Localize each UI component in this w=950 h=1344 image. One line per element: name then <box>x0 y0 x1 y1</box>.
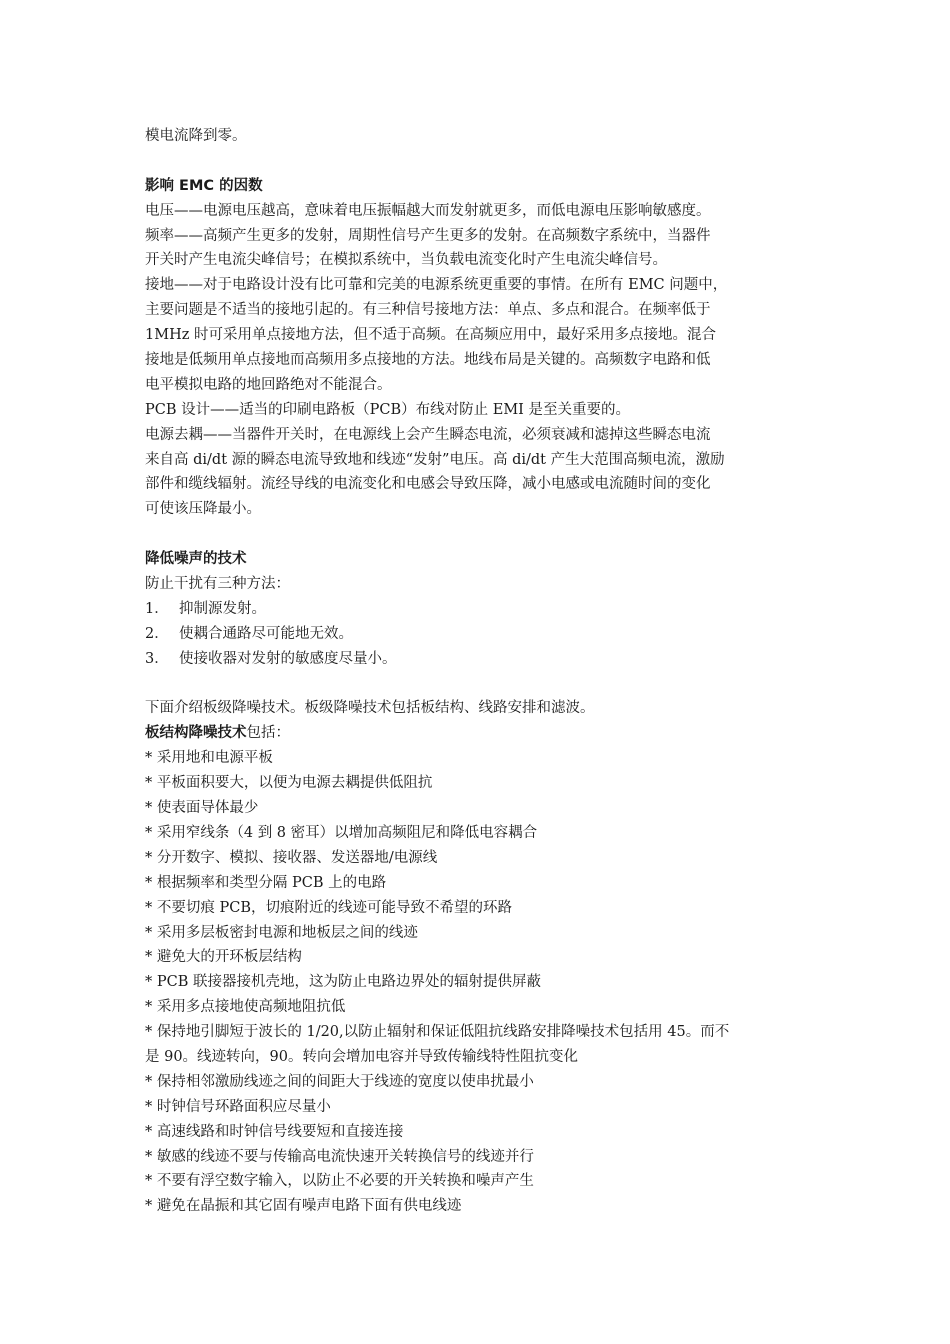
emc-paragraph-line: 可使该压降最小。 <box>145 501 261 518</box>
bullet-item: * 采用多层板密封电源和地板层之间的线迹 <box>145 924 418 941</box>
emc-paragraph-line: 频率——高频产生更多的发射，周期性信号产生更多的发射。在高频数字系统中，当器件 <box>145 227 711 244</box>
blank-line <box>145 522 813 547</box>
emc-paragraph-line: 接地是低频用单点接地而高频用多点接地的方法。地线布局是关键的。高频数字电路和低 <box>145 352 711 369</box>
emc-paragraph-line: 主要问题是不适当的接地引起的。有三种信号接地方法：单点、多点和混合。在频率低于 <box>145 302 711 319</box>
board-structure-title-rest: 包括： <box>246 725 290 742</box>
emc-paragraph-line: 电源去耦——当器件开关时，在电源线上会产生瞬态电流，必须衰减和滤掉这些瞬态电流 <box>145 426 711 443</box>
bullet-item: * 根据频率和类型分隔 PCB 上的电路 <box>145 874 387 891</box>
emc-paragraph-line: 1MHz 时可采用单点接地方法，但不适于高频。在高频应用中，最好采用多点接地。混合 <box>145 327 716 344</box>
method-list-item <box>145 597 813 622</box>
bullet-item: * 敏感的线迹不要与传输高电流快速开关转换信号的线迹并行 <box>145 1148 534 1165</box>
blank-line <box>145 672 813 697</box>
bullet-item: * 避免大的开环板层结构 <box>145 949 302 966</box>
bullet-item: * 采用多点接地使高频地阻抗低 <box>145 999 346 1016</box>
method-text: 使接收器对发射的敏感度尽量小。 <box>179 650 397 667</box>
bullet-item: * 保持地引脚短于波长的 1/20,以防止辐射和保证低阻抗线路安排降噪技术包括用 45。而不 <box>145 1024 730 1041</box>
bullet-item: * 不要有浮空数字输入，以防止不必要的开关转换和噪声产生 <box>145 1173 534 1190</box>
emc-paragraph-line: 接地——对于电路设计没有比可靠和完美的电源系统更重要的事情。在所有 EMC 问题中， <box>145 277 728 294</box>
noise-intro-line: 防止干扰有三种方法： <box>145 576 290 593</box>
bullet-item: * 分开数字、模拟、接收器、发送器地/电源线 <box>145 849 438 866</box>
emc-paragraph-line: 开关时产生电流尖峰信号；在模拟系统中，当负载电流变化时产生电流尖峰信号。 <box>145 252 667 269</box>
board-structure-title-bold: 板结构降噪技术 <box>145 725 247 742</box>
bullet-item: * 使表面导体最少 <box>145 800 259 817</box>
emc-paragraph-line: 部件和缆线辐射。流经导线的电流变化和电感会导致压降，减小电感或电流随时间的变化 <box>145 476 711 493</box>
intro-tail-line: 模电流降到零。 <box>145 128 247 144</box>
method-text: 抑制源发射。 <box>179 600 266 617</box>
method-number: 2． <box>145 625 169 642</box>
bullet-item: * 避免在晶振和其它固有噪声电路下面有供电线迹 <box>145 1198 462 1215</box>
emc-paragraph-line: 电平模拟电路的地回路绝对不能混合。 <box>145 376 392 393</box>
bullet-item: * 不要切痕 PCB，切痕附近的线迹可能导致不希望的环路 <box>145 899 512 916</box>
noise-reduction-heading: 降低噪声的技术 <box>145 551 247 568</box>
bullet-item: * 采用窄线条（4 到 8 密耳）以增加高频阻尼和降低电容耦合 <box>145 824 538 841</box>
board-intro-line: 下面介绍板级降噪技术。板级降噪技术包括板结构、线路安排和滤波。 <box>145 700 595 717</box>
bullet-item: * 保持相邻激励线迹之间的间距大于线迹的宽度以使串扰最小 <box>145 1073 534 1090</box>
method-text: 使耦合通路尽可能地无效。 <box>179 625 353 642</box>
bullet-item: * 时钟信号环路面积应尽量小 <box>145 1098 331 1115</box>
emc-paragraph-line: PCB 设计——适当的印刷电路板（PCB）布线对防止 EMI 是至关重要的。 <box>145 401 630 418</box>
bullet-item: * 平板面积要大，以便为电源去耦提供低阻抗 <box>145 775 433 792</box>
bullet-item-continuation: 是 90。线迹转向，90。转向会增加电容并导致传输线特性阻抗变化 <box>145 1048 579 1065</box>
method-list-item <box>145 622 813 647</box>
method-number: 1． <box>145 600 169 617</box>
bullet-item: * 高速线路和时钟信号线要短和直接连接 <box>145 1123 404 1140</box>
blank-line <box>145 149 813 174</box>
method-list-item <box>145 647 813 672</box>
emc-factors-heading: 影响 EMC 的因数 <box>145 177 263 194</box>
document-page <box>145 124 813 1219</box>
emc-paragraph-line: 来自高 di/dt 源的瞬态电流导致地和线迹“发射”电压。高 di/dt 产生大范围高频电流，激励 <box>145 451 725 468</box>
bullet-item: * PCB 联接器接机壳地，这为防止电路边界处的辐射提供屏蔽 <box>145 974 541 991</box>
board-structure-title <box>145 721 813 746</box>
method-number: 3． <box>145 650 169 667</box>
bullet-item: * 采用地和电源平板 <box>145 750 273 767</box>
emc-paragraph-line: 电压——电源电压越高，意味着电压振幅越大而发射就更多，而低电源电压影响敏感度。 <box>145 202 711 219</box>
